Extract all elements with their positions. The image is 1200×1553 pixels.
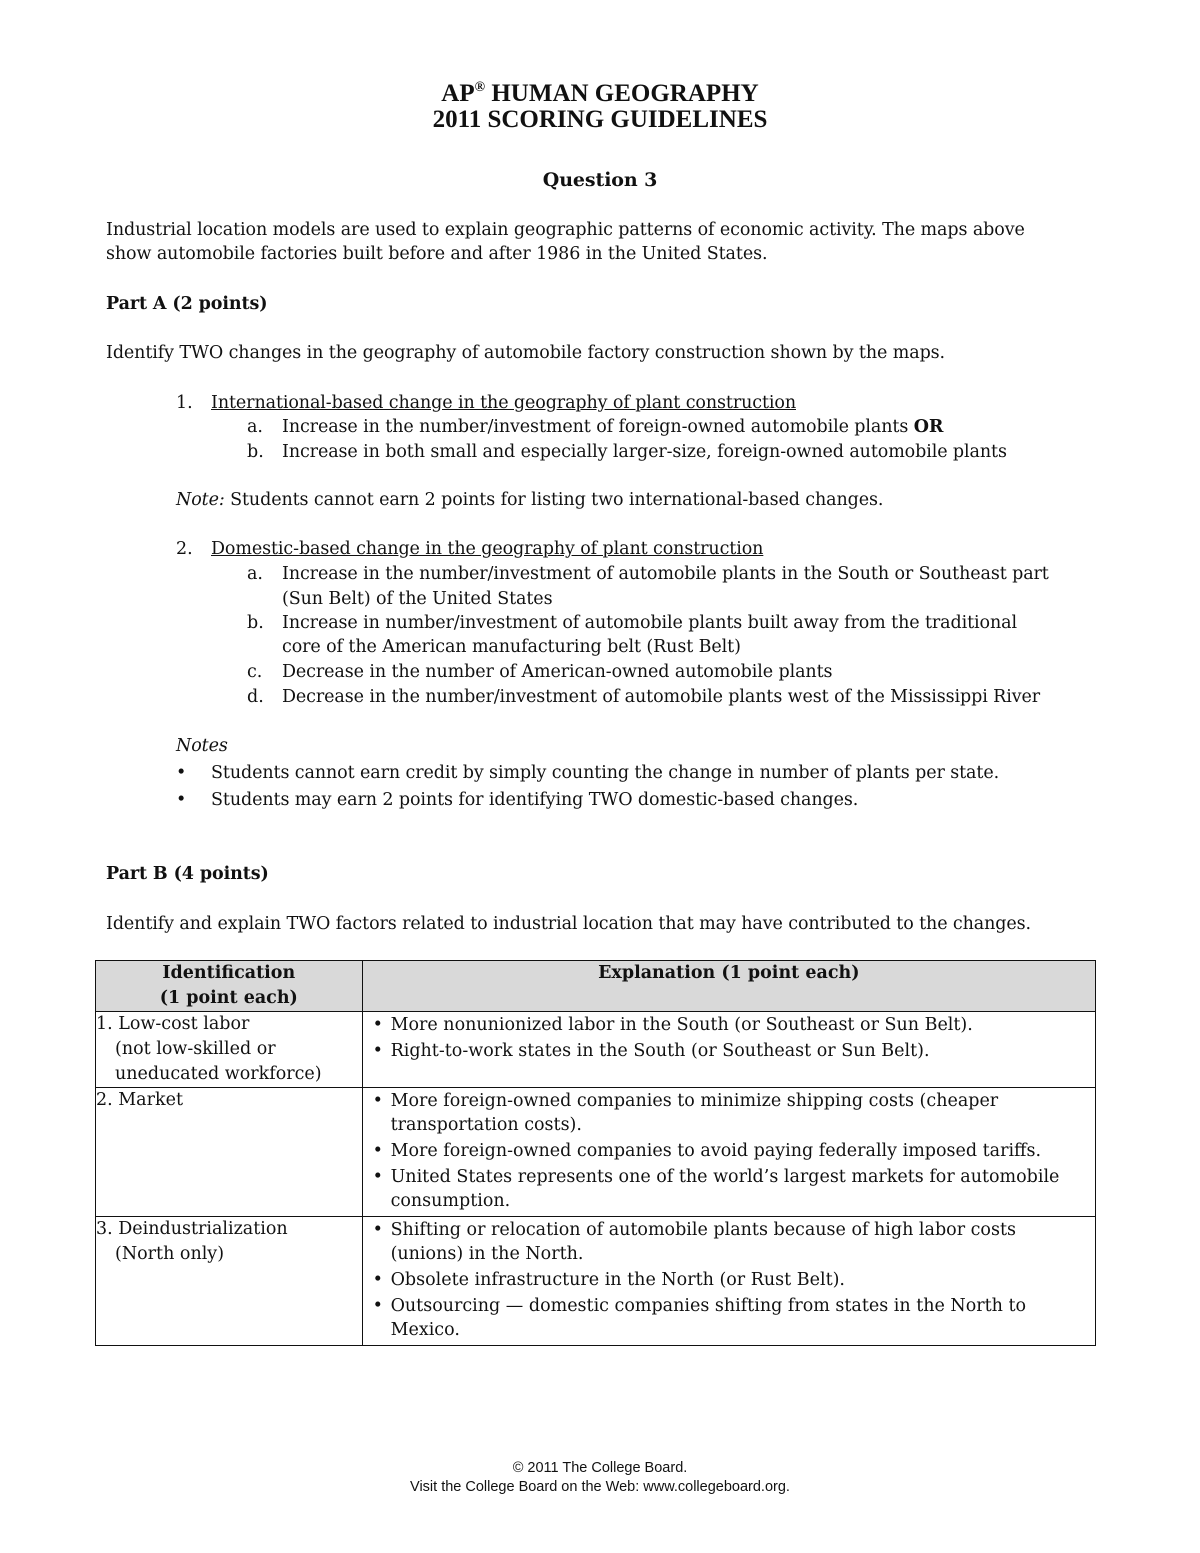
intro-line-1: Industrial location models are used to explain geographic patterns of economic activity. The maps above bbox=[106, 220, 1025, 240]
explanation-item: • Right-to-work states in the South (or Southeast or Sun Belt). bbox=[391, 1039, 1087, 1063]
explanation-item: • Obsolete infrastructure in the North (or Rust Belt). bbox=[391, 1268, 1087, 1292]
identification-cell: 2. Market bbox=[96, 1088, 363, 1217]
part-b-heading: Part B (4 points) bbox=[106, 864, 269, 884]
table-row bbox=[96, 1217, 1096, 1346]
item-2b-line2: core of the American manufacturing belt (Rust Belt) bbox=[282, 637, 741, 657]
note-bullet-2: Students may earn 2 points for identifying TWO domestic-based changes. bbox=[211, 790, 859, 810]
table-row bbox=[96, 1012, 1096, 1088]
explanation-cell bbox=[362, 1217, 1095, 1346]
item-1b-label: b. bbox=[247, 442, 264, 462]
header-identification: Identification (1 point each) bbox=[96, 961, 363, 1012]
explanation-item: • Shifting or relocation of automobile plants because of high labor costs (unions) in the North. bbox=[391, 1218, 1087, 1266]
intro-line-2: show automobile factories built before and after 1986 in the United States. bbox=[106, 244, 768, 264]
item-2c-line1: Decrease in the number of American-owned automobile plants bbox=[282, 662, 833, 682]
item-2d-label: d. bbox=[247, 687, 264, 707]
item-2a-label: a. bbox=[247, 564, 263, 584]
item-1-title: International-based change in the geography of plant construction bbox=[211, 393, 796, 413]
item-2d-line1: Decrease in the number/investment of automobile plants west of the Mississippi River bbox=[282, 687, 1041, 707]
footer-copyright: © 2011 The College Board. bbox=[512, 1460, 688, 1476]
item-1-number: 1. bbox=[176, 393, 193, 413]
explanation-item: • More nonunionized labor in the South (or Southeast or Sun Belt). bbox=[391, 1013, 1087, 1037]
bullet-icon: • bbox=[176, 763, 187, 783]
doc-title-line1: AP® HUMAN GEOGRAPHY bbox=[441, 80, 759, 107]
explanation-item: • Outsourcing — domestic companies shifting from states in the North to Mexico. bbox=[391, 1294, 1087, 1342]
scoring-table bbox=[95, 960, 1096, 1346]
item-1a-text: Increase in the number/investment of foreign-owned automobile plants OR bbox=[282, 417, 944, 437]
part-a-prompt: Identify TWO changes in the geography of automobile factory construction shown by the maps. bbox=[106, 343, 946, 363]
explanation-item: • United States represents one of the world’s largest markets for automobile consumption. bbox=[391, 1165, 1087, 1213]
item-2-number: 2. bbox=[176, 539, 193, 559]
part-b-prompt: Identify and explain TWO factors related to industrial location that may have contributed to the changes. bbox=[106, 914, 1032, 934]
item-2c-label: c. bbox=[247, 662, 263, 682]
question-title: Question 3 bbox=[542, 169, 658, 191]
note-bullet-1: Students cannot earn credit by simply counting the change in number of plants per state. bbox=[211, 763, 1000, 783]
doc-title-line2: 2011 SCORING GUIDELINES bbox=[432, 106, 768, 133]
item-2-title: Domestic-based change in the geography of plant construction bbox=[211, 539, 764, 559]
part-a-heading: Part A (2 points) bbox=[106, 294, 268, 314]
explanation-cell bbox=[362, 1088, 1095, 1217]
item-2b-label: b. bbox=[247, 613, 264, 633]
notes-label: Notes bbox=[176, 736, 228, 756]
footer-website: Visit the College Board on the Web: www.collegeboard.org. bbox=[410, 1479, 790, 1495]
header-explanation: Explanation (1 point each) bbox=[362, 961, 1095, 1012]
item-1a-label: a. bbox=[247, 417, 263, 437]
item-1b-text: Increase in both small and especially larger-size, foreign-owned automobile plants bbox=[282, 442, 1007, 462]
identification-cell: 1. Low-cost labor (not low-skilled or uneducated workforce) bbox=[96, 1012, 363, 1088]
bullet-icon: • bbox=[176, 790, 187, 810]
item-2a-line1: Increase in the number/investment of automobile plants in the South or Southeast part bbox=[282, 564, 1049, 584]
table-header-row bbox=[96, 961, 1096, 1012]
explanation-item: • More foreign-owned companies to avoid paying federally imposed tariffs. bbox=[391, 1139, 1087, 1163]
part-a-note: Note: Students cannot earn 2 points for listing two international-based changes. bbox=[176, 490, 884, 510]
item-2a-line2: (Sun Belt) of the United States bbox=[282, 589, 553, 609]
table-row bbox=[96, 1088, 1096, 1217]
identification-cell: 3. Deindustrialization (North only) bbox=[96, 1217, 363, 1346]
item-2b-line1: Increase in number/investment of automobile plants built away from the traditional bbox=[282, 613, 1017, 633]
explanation-cell bbox=[362, 1012, 1095, 1088]
explanation-item: • More foreign-owned companies to minimize shipping costs (cheaper transportation costs). bbox=[391, 1089, 1087, 1137]
